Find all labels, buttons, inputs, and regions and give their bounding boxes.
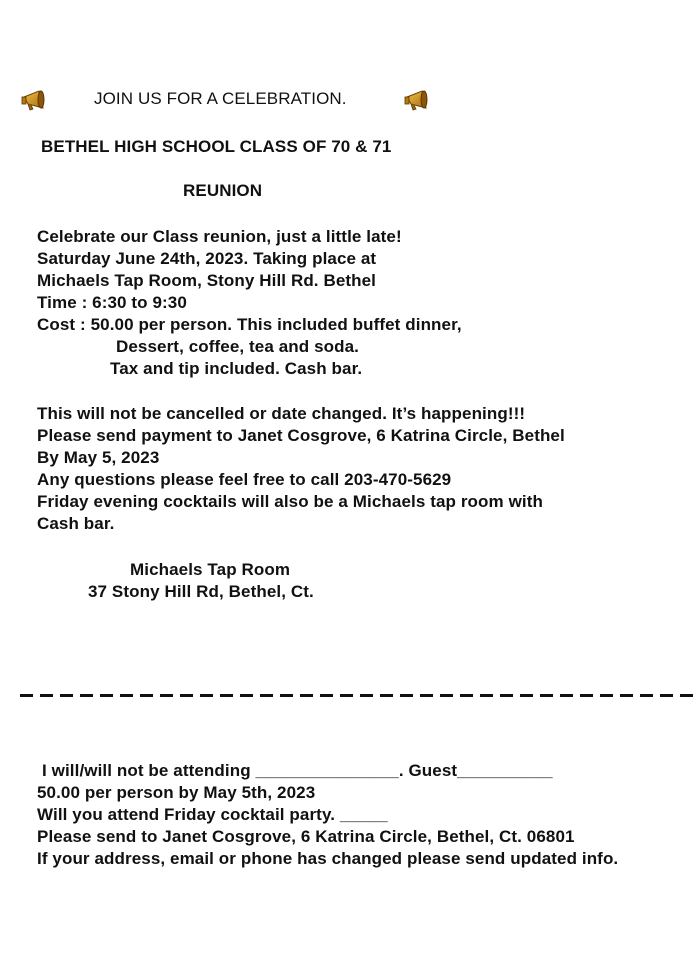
cut-line-divider: [20, 694, 700, 697]
megaphone-icon-right: [403, 88, 433, 112]
notice-line-6: Cash bar.: [37, 514, 115, 533]
cost-line: Cost : 50.00 per person. This included buffet dinner,: [37, 315, 462, 334]
cost-detail-line-2: Tax and tip included. Cash bar.: [110, 359, 363, 378]
notice-line-3: By May 5, 2023: [37, 448, 160, 467]
rsvp-cocktail-line: Will you attend Friday cocktail party. _____: [37, 805, 388, 824]
time-line: Time : 6:30 to 9:30: [37, 293, 187, 312]
megaphone-icon-left: [20, 88, 50, 112]
notice-line-4: Any questions please feel free to call 203-470-5629: [37, 470, 452, 489]
venue-address: 37 Stony Hill Rd, Bethel, Ct.: [88, 582, 314, 601]
invite-headline: JOIN US FOR A CELEBRATION.: [94, 89, 347, 108]
school-class-title: BETHEL HIGH SCHOOL CLASS OF 70 & 71: [41, 137, 392, 156]
rsvp-attendance-line: I will/will not be attending _______________. Guest__________: [42, 761, 553, 780]
detail-line-1: Celebrate our Class reunion, just a little late!: [37, 227, 402, 246]
notice-line-1: This will not be cancelled or date changed. It’s happening!!!: [37, 404, 526, 423]
rsvp-send-to-line: Please send to Janet Cosgrove, 6 Katrina Circle, Bethel, Ct. 06801: [37, 827, 575, 846]
cost-detail-line-1: Dessert, coffee, tea and soda.: [116, 337, 359, 356]
notice-line-5: Friday evening cocktails will also be a Michaels tap room with: [37, 492, 543, 511]
venue-name: Michaels Tap Room: [130, 560, 291, 579]
detail-line-3: Michaels Tap Room, Stony Hill Rd. Bethel: [37, 271, 377, 290]
rsvp-cost-line: 50.00 per person by May 5th, 2023: [37, 783, 316, 802]
detail-line-2: Saturday June 24th, 2023. Taking place at: [37, 249, 377, 268]
notice-line-2: Please send payment to Janet Cosgrove, 6 Katrina Circle, Bethel: [37, 426, 565, 445]
rsvp-update-info-line: If your address, email or phone has changed please send updated info.: [37, 849, 619, 868]
reunion-title: REUNION: [183, 181, 263, 200]
